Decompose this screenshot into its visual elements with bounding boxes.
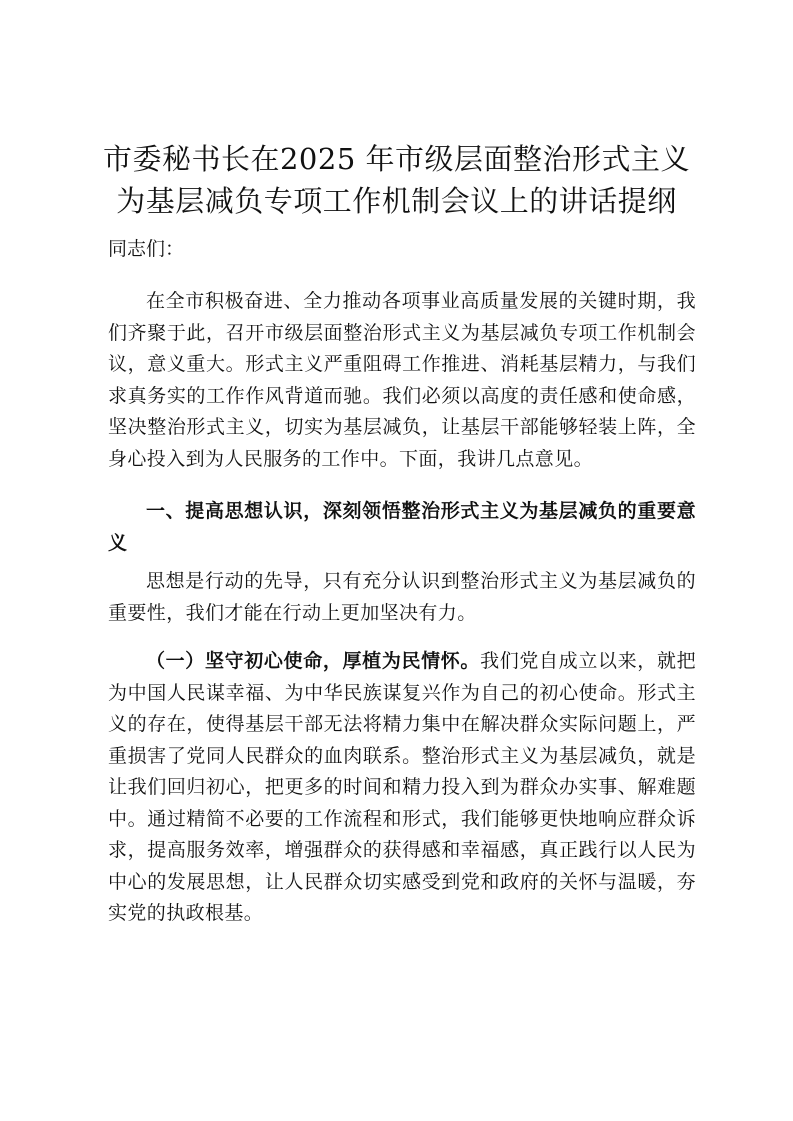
intro-paragraph: 在全市积极奋进、全力推动各项事业高质量发展的关键时期，我们齐聚于此，召开市级层面整治形式主义为基层减负专项工作机制会议，意义重大。形式主义严重阻碍工作推进、消耗基层精力，与我们求真务实的工作作风背道而驰。我们必须以高度的责任感和使命感，坚决整治形式主义，切实为基层减负，让基层干部能够轻装上阵，全身心投入到为人民服务的工作中。下面，我讲几点意见。 [108,290,696,470]
section-heading-1: 一、提高思想认识，深刻领悟整治形式主义为基层减负的重要意义 [108,500,696,554]
title-line-2: 为基层减负专项工作机制会议上的讲话提纲 [116,184,677,218]
title-line-1: 市委秘书长在2025 年市级层面整治形式主义 [102,142,691,176]
section-1-intro-paragraph: 思想是行动的先导，只有充分认识到整治形式主义为基层减负的重要性，我们才能在行动上更加坚决有力。 [108,570,696,624]
document-title [80,138,713,222]
subpoint-1-lead: （一）坚守初心使命，厚植为民情怀。 [146,650,481,672]
subpoint-1-body: 我们党自成立以来，就把为中国人民谋幸福、为中华民族谋复兴作为自己的初心使命。形式主义的存在，使得基层干部无法将精力集中在解决群众实际问题上，严重损害了党同人民群众的血肉联系。整治形式主义为基层减负，就是让我们回归初心，把更多的时间和精力投入到为群众办实事、解难题中。通过精简不必要的工作流程和形式，我们能够更快地响应群众诉求，提高服务效率，增强群众的获得感和幸福感，真正践行以人民为中心的发展思想，让人民群众切实感受到党和政府的关怀与温暖，夯实党的执政根基。 [108,650,696,924]
section-1-subpoint-1 [108,646,696,930]
salutation: 同志们： [108,238,185,260]
